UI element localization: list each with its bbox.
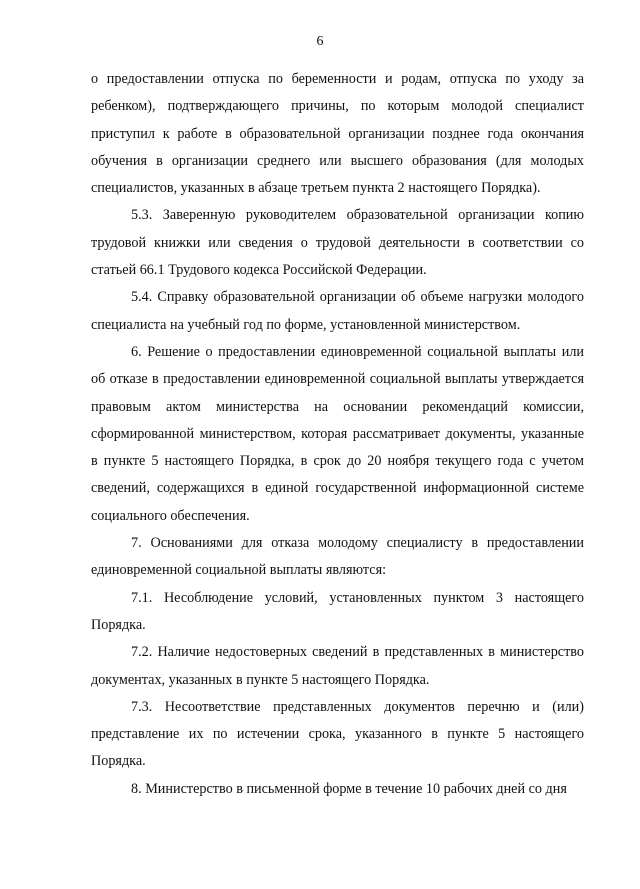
paragraph-8: 8. Министерство в письменной форме в течение 10 рабочих дней со дня <box>131 780 567 797</box>
paragraph-7: 7. Основаниями для отказа молодому специалисту в предоставлении единовременной социальной выплаты являются: <box>91 535 584 579</box>
paragraph-7-2: 7.2. Наличие недостоверных сведений в представленных в министерство документах, указанных в пункте 5 настоящего Порядка. <box>91 644 584 688</box>
paragraph-continuation: о предоставлении отпуска по беременности и родам, отпуска по уходу за ребенком), подтверждающего причины, по которым молодой специалист приступил к работе в образовательной организации позднее года окончания обучения в организации среднего или высшего образования (для молодых специалистов, указанных в абзаце третьем пункта 2 настоящего Порядка). <box>91 71 584 197</box>
page-number: 6 <box>316 34 324 49</box>
paragraph-5-4: 5.4. Справку образовательной организации об объеме нагрузки молодого специалиста на учебный год по форме, установленной министерством. <box>91 289 584 333</box>
paragraph-7-1: 7.1. Несоблюдение условий, установленных пунктом 3 настоящего Порядка. <box>91 589 584 633</box>
document-body <box>91 66 584 803</box>
paragraph-6: 6. Решение о предоставлении единовременной социальной выплаты или об отказе в предоставлении единовременной социальной выплаты утверждается правовым актом министерства на основании рекомендаций комиссии, сформированной министерством, которая рассматривает документы, указанные в пункте 5 настоящего Порядка, в срок до 20 ноября текущего года с учетом сведений, содержащихся в единой государственной информационной системе социального обеспечения. <box>91 343 584 524</box>
paragraph-7-3: 7.3. Несоответствие представленных документов перечню и (или) представление их по истечении срока, указанного в пункте 5 настоящего Порядка. <box>91 698 584 770</box>
paragraph-5-3: 5.3. Заверенную руководителем образовательной организации копию трудовой книжки или сведения о трудовой деятельности в соответствии со статьей 66.1 Трудового кодекса Российской Федерации. <box>91 207 584 279</box>
